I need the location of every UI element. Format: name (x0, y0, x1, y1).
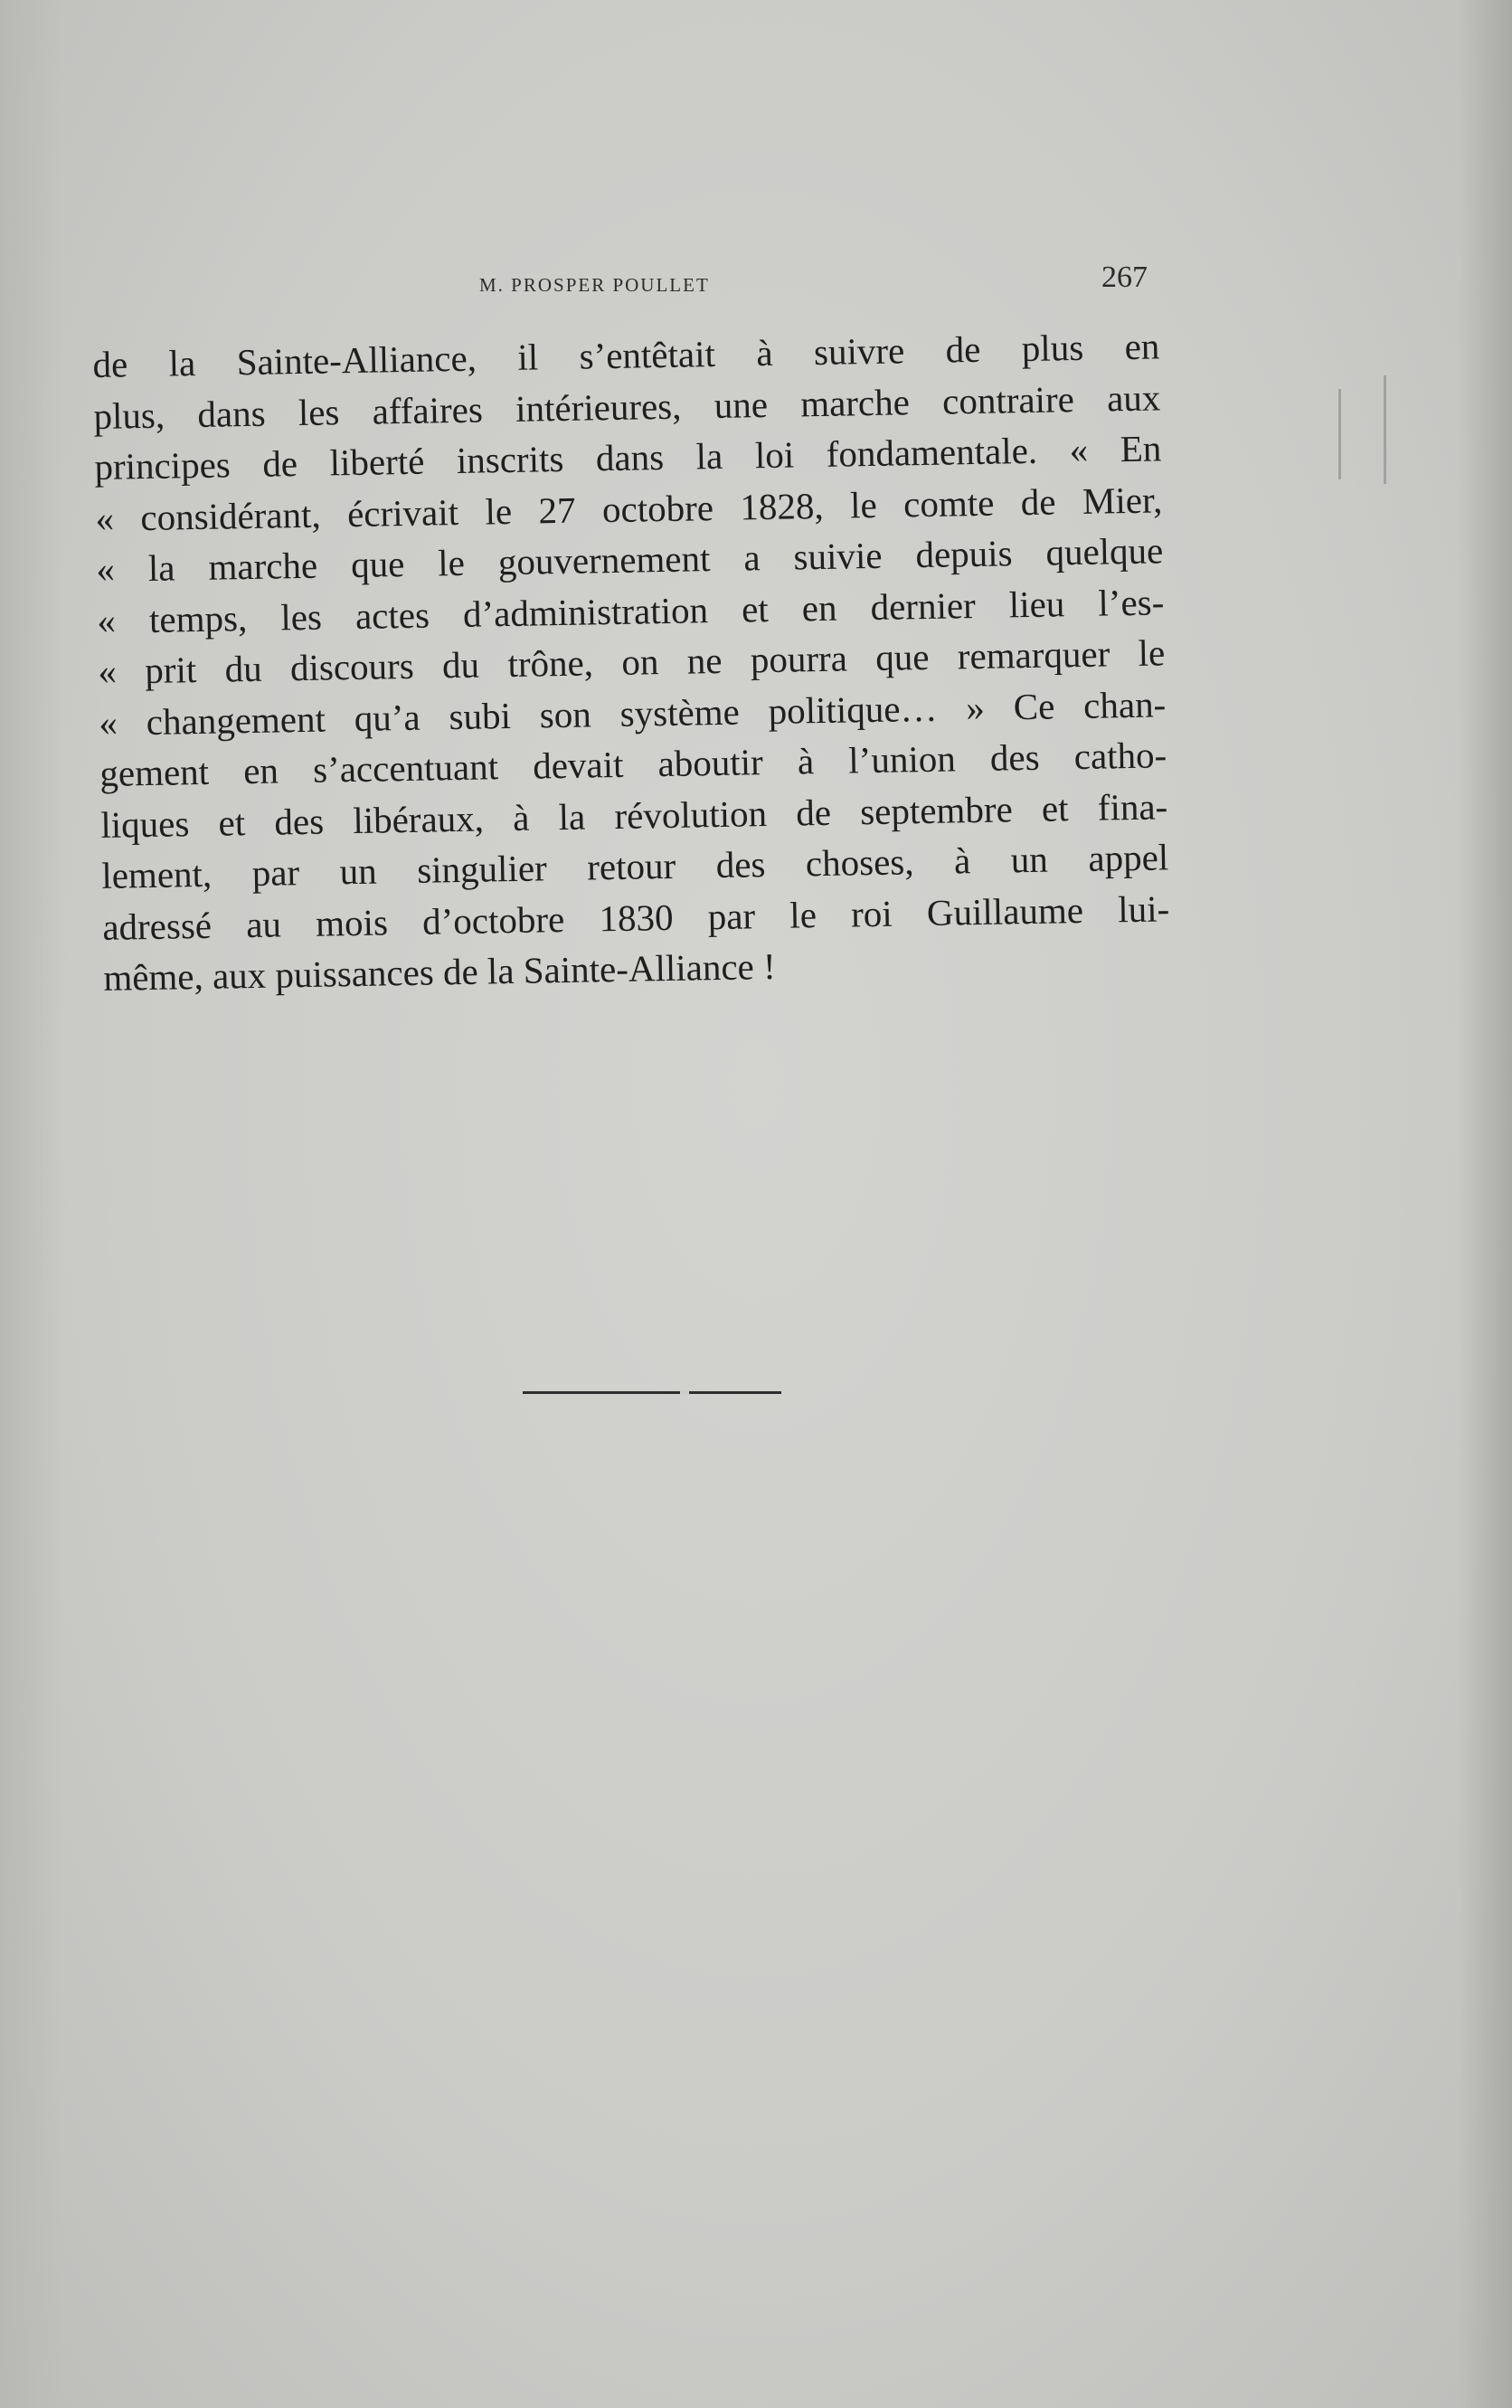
text-line: lement, par un singulier retour des choses, à un appel (100, 836, 1169, 896)
page-number: 267 (1101, 261, 1148, 294)
text-line: plus, dans les affaires intérieures, une marche contraire aux (93, 375, 1161, 437)
text-line: « changement qu’a subi son système politique… » Ce chan- (98, 682, 1167, 744)
text-line: principes de liberté inscrits dans la loi fondamentale. « En (94, 427, 1162, 488)
section-end-rule (523, 1391, 781, 1394)
running-title: M. PROSPER POULLET (479, 274, 710, 296)
body-paragraph (92, 320, 1171, 1003)
text-line: « temps, les actes d’administration et en dernier lieu l’es- (97, 580, 1165, 641)
rule-break (680, 1390, 689, 1395)
text-line: même, aux puissances de la Sainte-Alliance ! (102, 944, 777, 999)
text-line: gement en s’accentuant devait aboutir à l’union des catho- (99, 734, 1167, 794)
text-line: « considérant, écrivait le 27 octobre 1828, le comte de Mier, (95, 478, 1163, 539)
text-line: liques et des libéraux, à la révolution de septembre et fina- (99, 784, 1168, 846)
text-line: « prit du discours du trône, on ne pourra que remarquer le (98, 631, 1166, 692)
page-shadow-left (0, 0, 63, 2408)
page-shadow-right (1458, 0, 1512, 2408)
text-line: « la marche que le gouvernement a suivie depuis quelque (96, 529, 1164, 590)
text-line: de la Sainte-Alliance, il s’entêtait à suivre de plus en (92, 325, 1160, 385)
margin-mark (1384, 375, 1386, 484)
margin-mark (1338, 389, 1341, 479)
text-line: adressé au mois d’octobre 1830 par le roi Guillaume lui- (101, 886, 1170, 948)
